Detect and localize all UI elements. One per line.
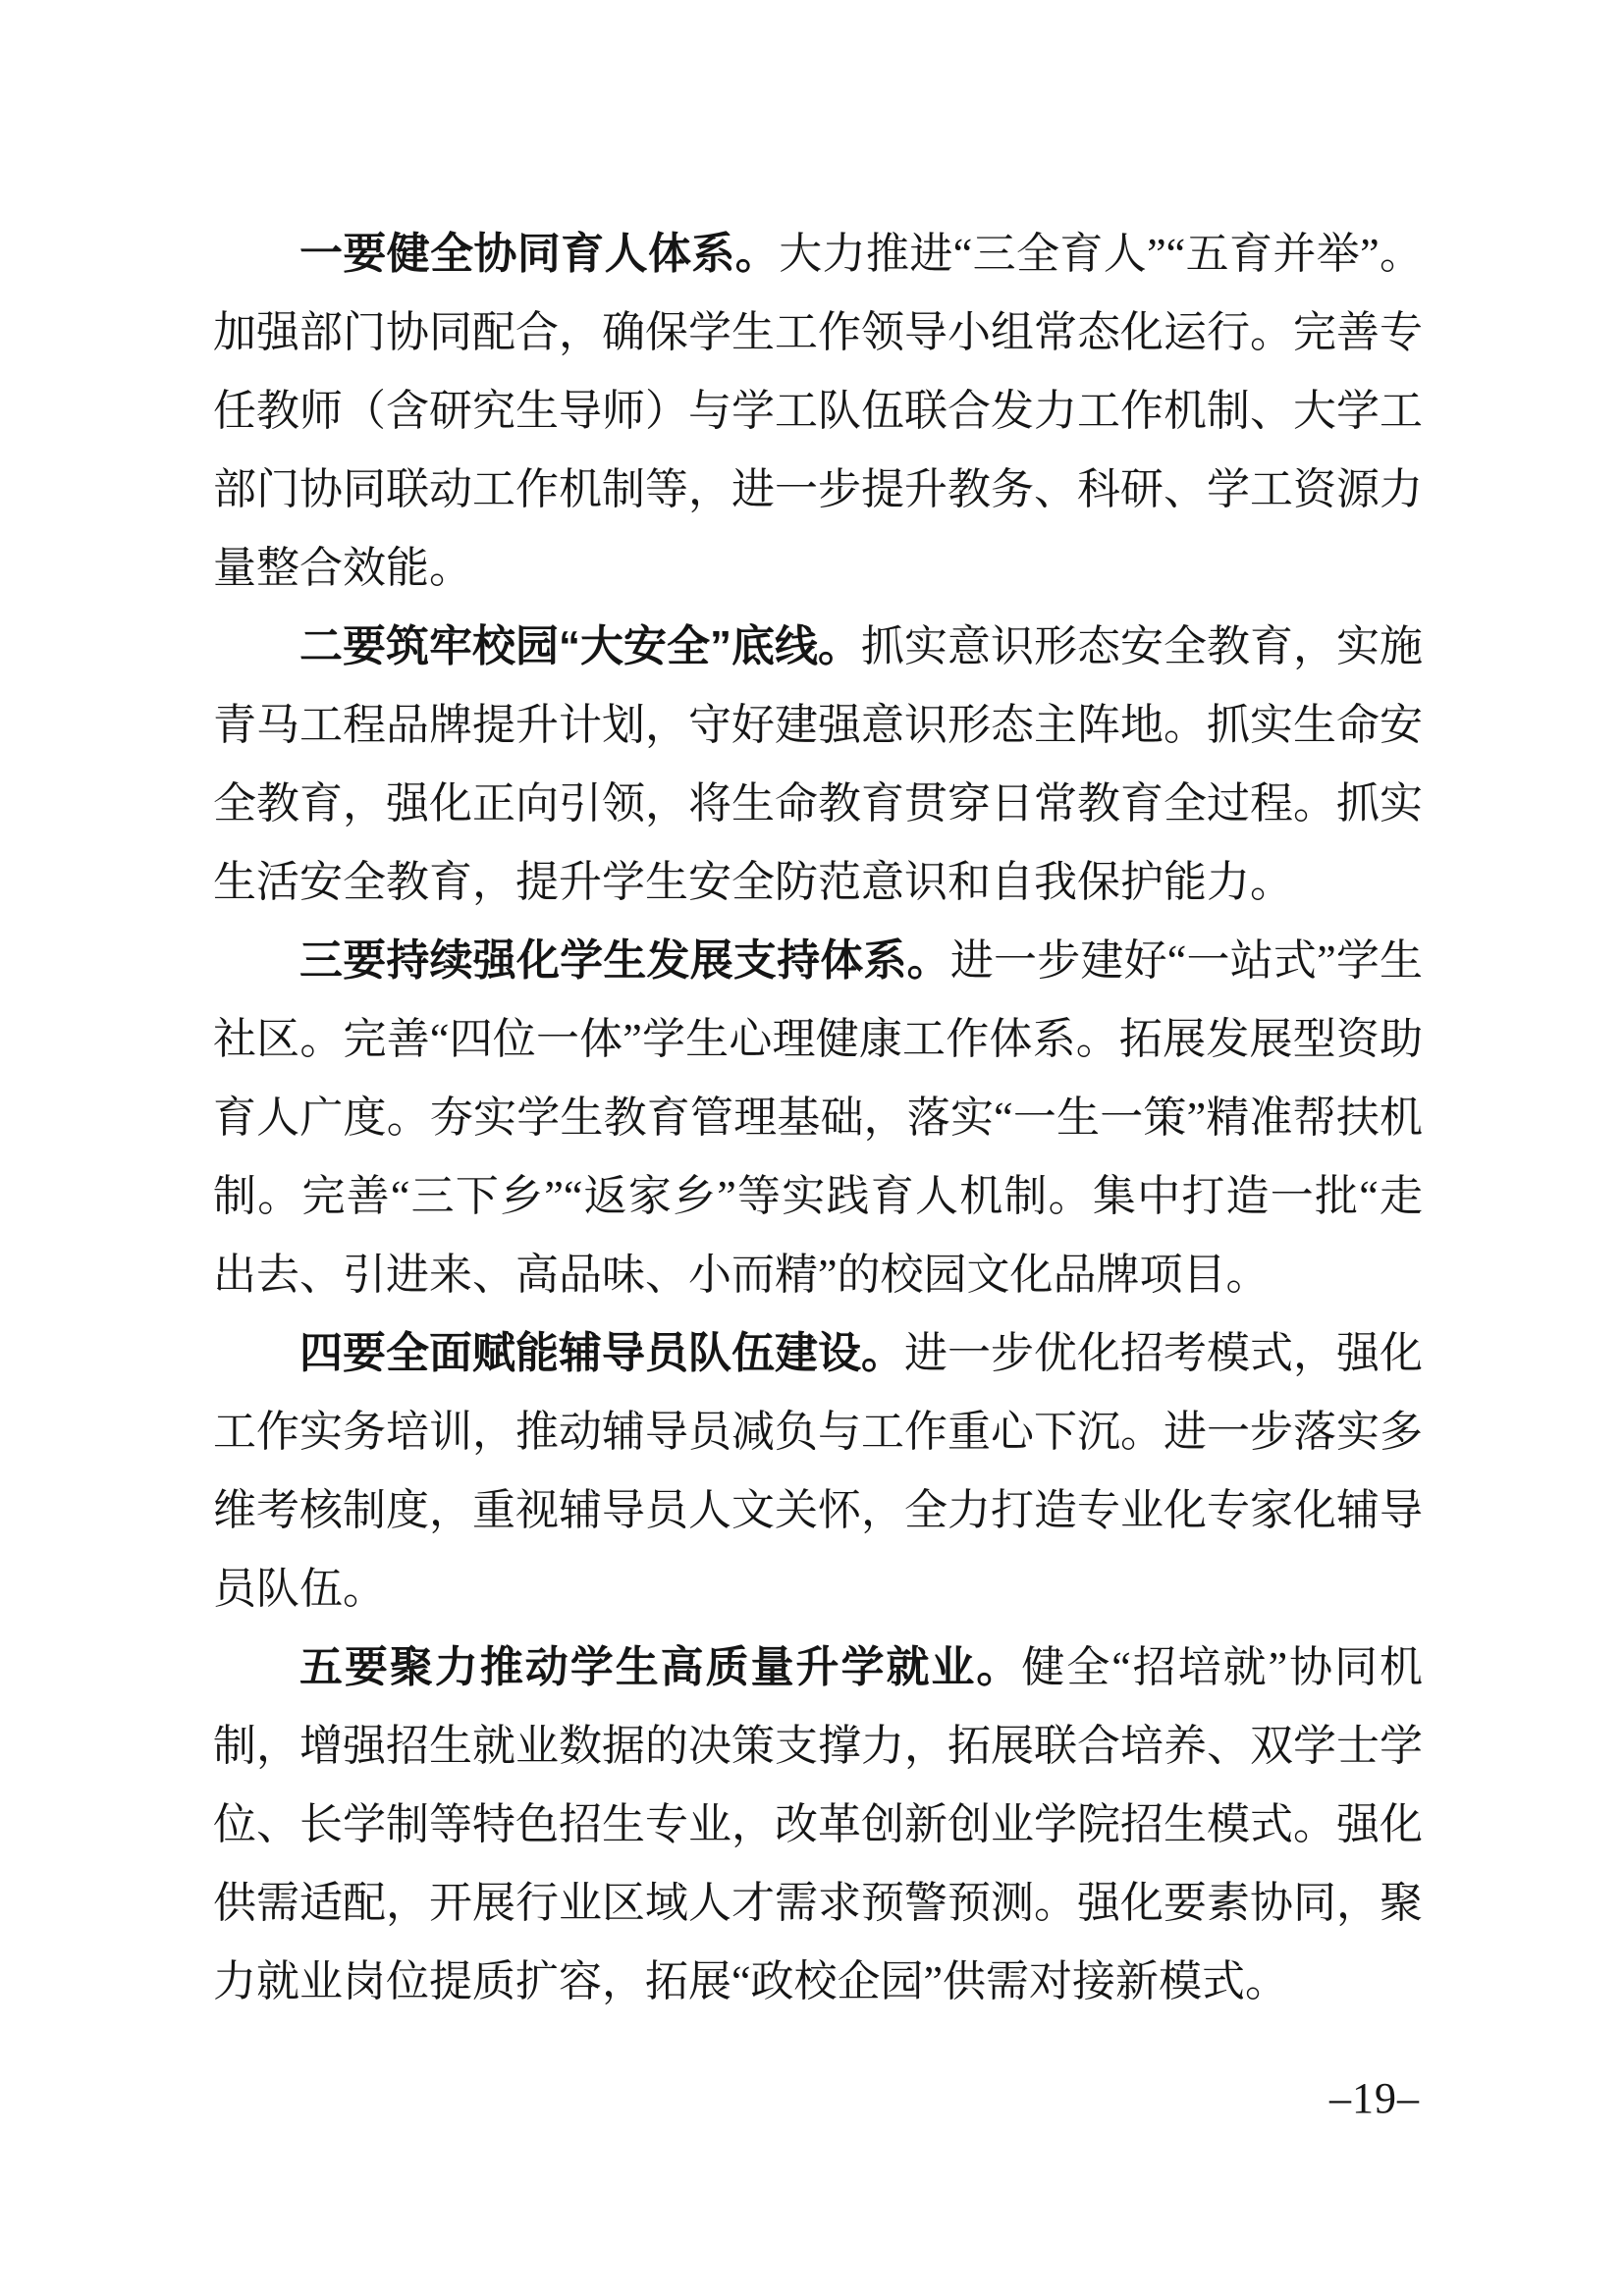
paragraph-4-text: 进一步优化招考模式，强化工作实务培训，推动辅导员减负与工作重心下沉。进一步落实多维考核制度，重视辅导员人文关怀，全力打造专业化专家化辅导员队伍。 (213, 1329, 1423, 1613)
paragraph-3 (213, 922, 1423, 1314)
document-body (213, 215, 1423, 2021)
paragraph-2-text: 抓实意识形态安全教育，实施青马工程品牌提升计划，守好建强意识形态主阵地。抓实生命安全教育，强化正向引领，将生命教育贯穿日常教育全过程。抓实生活安全教育，提升学生安全防范意识和自我保护能力。 (213, 622, 1423, 906)
paragraph-5-text: 健全“招培就”协同机制，增强招生就业数据的决策支撑力，拓展联合培养、双学士学位、长学制等特色招生专业，改革创新创业学院招生模式。强化供需适配，开展行业区域人才需求预警预测。强化要素协同，聚力就业岗位提质扩容，拓展“政校企园”供需对接新模式。 (213, 1643, 1424, 2005)
paragraph-1-lead: 一要健全协同育人体系。 (299, 230, 780, 278)
paragraph-1-text: 大力推进“三全育人”“五育并举”。加强部门协同配合，确保学生工作领导小组常态化运行。完善专任教师（含研究生导师）与学工队伍联合发力工作机制、大学工部门协同联动工作机制等，进一步提升教务、科研、学工资源力量整合效能。 (213, 230, 1424, 592)
paragraph-1 (213, 215, 1423, 608)
page-number: –19– (1329, 2074, 1420, 2122)
paragraph-4 (213, 1314, 1423, 1629)
paragraph-4-lead: 四要全面赋能辅导员队伍建设。 (299, 1329, 904, 1377)
paragraph-5-lead: 五要聚力推动学生高质量升学就业。 (299, 1643, 1022, 1691)
paragraph-5 (213, 1629, 1423, 2021)
paragraph-3-text: 进一步建好“一站式”学生社区。完善“四位一体”学生心理健康工作体系。拓展发展型资助育人广度。夯实学生教育管理基础，落实“一生一策”精准帮扶机制。完善“三下乡”“返家乡”等实践育人机制。集中打造一批“走出去、引进来、高品味、小而精”的校园文化品牌项目。 (213, 936, 1424, 1299)
paragraph-3-lead: 三要持续强化学生发展支持体系。 (299, 936, 950, 985)
paragraph-2-lead: 二要筑牢校园“大安全”底线。 (299, 622, 861, 670)
paragraph-2 (213, 608, 1423, 922)
